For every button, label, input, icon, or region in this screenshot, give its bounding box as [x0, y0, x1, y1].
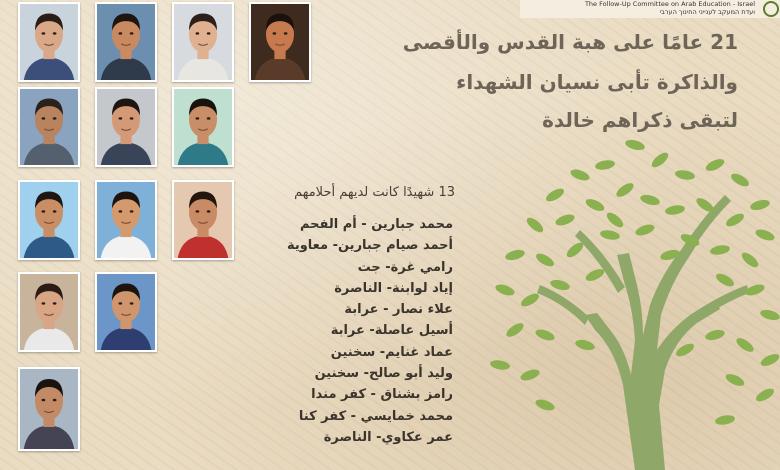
tree-leaf: [674, 169, 695, 181]
tree-leaf: [519, 291, 541, 309]
tree-leaf: [544, 186, 566, 204]
subtitle: 13 شهيدًا كانت لديهم أحلامهم: [294, 185, 455, 200]
tree-leaf: [754, 227, 776, 242]
tree-leaf: [709, 244, 730, 256]
martyr-photo: [172, 2, 234, 82]
tree-leaf: [614, 181, 636, 200]
tree-leaf: [519, 367, 541, 382]
martyr-photo: [95, 180, 157, 260]
tree-leaf: [624, 138, 646, 152]
martyr-photo: [18, 2, 80, 82]
martyr-photo: [95, 87, 157, 167]
tree-leaf: [724, 211, 746, 229]
martyr-name: محمد جبارين - أم الفحم: [299, 217, 453, 232]
tree-leaf: [729, 171, 751, 189]
tree-leaf: [569, 167, 591, 182]
tree-leaf: [664, 204, 685, 216]
tree-leaf: [534, 397, 556, 412]
martyr-name: محمد خمايسي - كفر كنا: [298, 408, 453, 424]
tree-leaf: [714, 414, 735, 426]
tree-leaf: [749, 198, 771, 212]
tree-leaf: [739, 250, 760, 270]
tree-leaf: [534, 251, 556, 269]
martyr-photo: [95, 2, 157, 82]
tree-leaf: [494, 282, 516, 297]
tree-leaf: [584, 267, 606, 284]
martyr-name: رامز بشناق - كفر مندا: [311, 387, 453, 403]
martyr-photo: [95, 272, 157, 352]
martyr-photo: [18, 272, 80, 352]
martyr-photo: [172, 87, 234, 167]
tree-leaf: [504, 248, 526, 262]
tree-leaf: [489, 359, 510, 371]
tree-leaf: [554, 212, 576, 227]
martyr-photo: [18, 180, 80, 260]
martyr-name-list: [287, 214, 453, 448]
tree-leaf: [649, 150, 670, 170]
org-name-en: The Follow-Up Committee on Arab Education - Israel: [584, 0, 755, 8]
tree-leaf: [714, 271, 736, 289]
tree-leaf: [759, 308, 780, 322]
tree-leaf: [704, 328, 726, 342]
martyr-name: وليد أبو صالح- سخنين: [314, 366, 453, 382]
tree-leaf: [639, 193, 661, 207]
martyr-name: رامي غرة- جت: [357, 259, 453, 275]
organization-logo: [520, 0, 780, 18]
tree-leaf: [724, 372, 746, 389]
tree-leaf: [524, 215, 545, 235]
tree-leaf: [584, 197, 606, 214]
tree-leaf: [534, 327, 556, 342]
org-name-he: ועדת המעקב לענייני החינוך הערבי: [659, 8, 755, 16]
tree-leaf: [599, 229, 620, 241]
circle-logo-icon: [763, 1, 779, 17]
tree-leaf: [754, 386, 776, 404]
tree-leaf: [634, 222, 656, 237]
martyr-photo: [249, 2, 311, 82]
martyr-name: علاء نصار - عرابة: [344, 302, 453, 318]
tree-leaf: [504, 321, 526, 340]
martyr-photo: [18, 367, 80, 451]
martyr-name: عماد غنايم- سخنين: [330, 344, 453, 360]
tree-leaf: [549, 278, 571, 292]
tree-leaf: [604, 210, 625, 230]
title-line-1: 21 عامًا على هبة القدس والأقصى: [402, 30, 738, 54]
martyr-photo: [18, 87, 80, 167]
tree-leaf: [759, 352, 780, 369]
martyr-name: أحمد صيام جبارين- معاوية: [286, 238, 453, 254]
title-line-2: والذاكرة تأبى نسيان الشهداء: [456, 70, 738, 94]
title-line-3: لتبقى ذكراهم خالدة: [542, 108, 738, 132]
tree-leaf: [594, 159, 615, 171]
tree-leaf: [734, 336, 756, 355]
olive-tree-icon: [485, 135, 780, 470]
tree-leaf: [744, 282, 766, 297]
martyr-photo: [172, 180, 234, 260]
martyr-name: عمر عكاوي- الناصرة: [323, 429, 453, 445]
martyr-name: أسيل عاصلة- عرابة: [330, 323, 453, 339]
tree-leaf: [704, 157, 726, 174]
tree-leaf: [574, 338, 596, 352]
martyr-name: إياد لوابنة- الناصرة: [334, 280, 453, 296]
